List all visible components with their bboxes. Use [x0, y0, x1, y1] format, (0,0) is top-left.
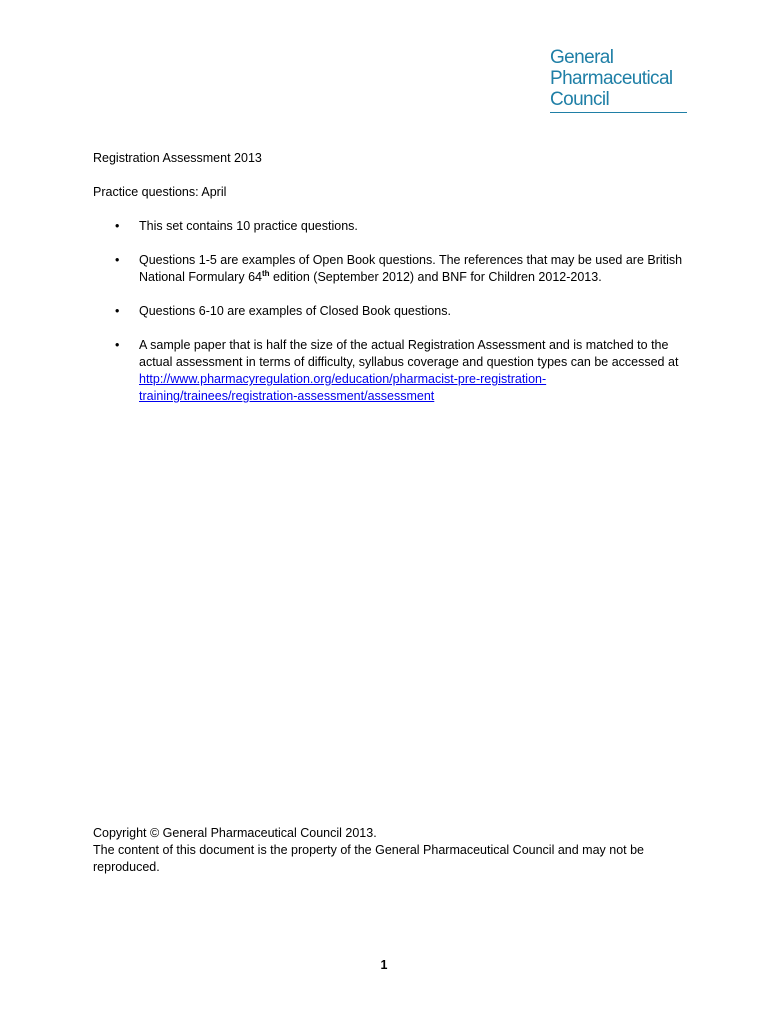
logo-line-council: Council — [550, 89, 610, 110]
logo-underline — [550, 112, 687, 113]
bullet-text-continued: edition (September 2012) and BNF for Children 2012-2013. — [269, 270, 602, 284]
bullet-text: A sample paper that is half the size of the actual Registration Assessment and is matched to the actual assessment in terms of difficulty, syllabus coverage and question types can be accessed at — [139, 338, 679, 369]
bullet-icon: • — [115, 338, 120, 352]
document-title: Registration Assessment 2013 — [93, 151, 262, 165]
assessment-link[interactable]: http://www.pharmacyregulation.org/education/pharmacist-pre-registration-training/trainees/registration-assessment/assessment — [139, 372, 547, 403]
bullet-text: Questions 1-5 are examples of Open Book questions. The references that may be used are British National Formulary 64 — [139, 253, 683, 284]
bullet-icon: • — [115, 253, 120, 267]
copyright-footer — [93, 825, 693, 876]
edition-superscript: th — [261, 268, 270, 278]
bullet-item-question-count — [93, 218, 693, 235]
bullet-icon: • — [115, 304, 120, 318]
logo-line-general: General — [550, 47, 614, 68]
document-subtitle: Practice questions: April — [93, 185, 227, 199]
logo-line-pharmaceutical: Pharmaceutical — [550, 68, 673, 89]
bullet-item-sample-paper — [93, 337, 693, 405]
bullet-text: This set contains 10 practice questions. — [139, 219, 358, 233]
info-bullet-list — [93, 218, 693, 405]
document-body — [93, 150, 693, 422]
gphc-logo — [550, 47, 690, 113]
copyright-line: Copyright © General Pharmaceutical Council 2013. — [93, 826, 377, 840]
bullet-icon: • — [115, 219, 120, 233]
ownership-notice: The content of this document is the property of the General Pharmaceutical Council and may not be reproduced. — [93, 843, 645, 874]
bullet-text: Questions 6-10 are examples of Closed Book questions. — [139, 304, 451, 318]
bullet-item-open-book — [93, 252, 693, 286]
page-number: 1 — [380, 958, 388, 972]
bullet-item-closed-book — [93, 303, 693, 320]
